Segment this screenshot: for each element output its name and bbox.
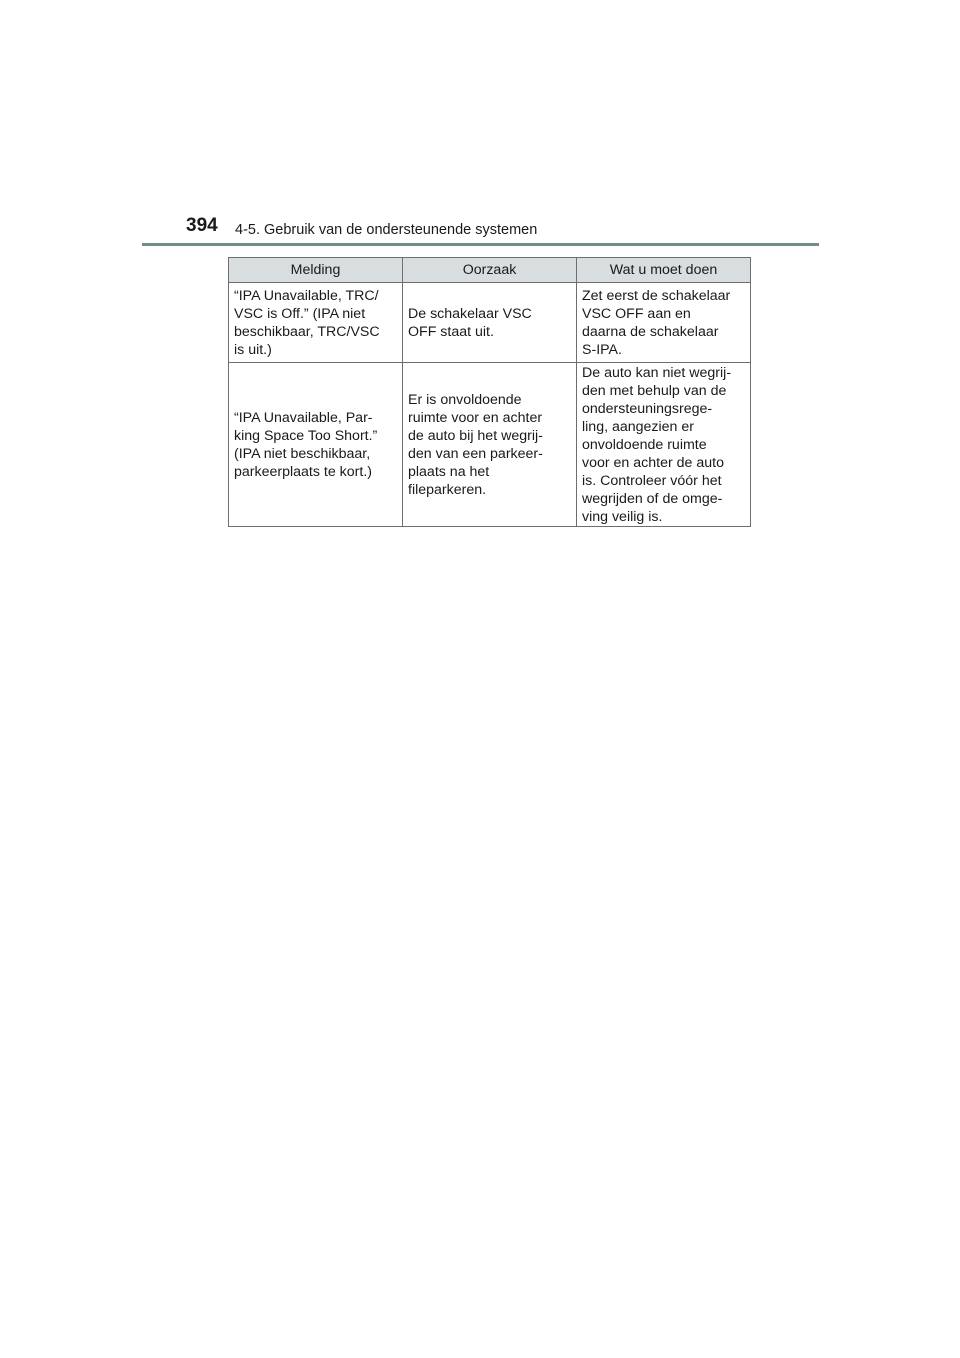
table-row — [229, 283, 751, 363]
table-header-row — [229, 258, 751, 283]
column-header-melding: Melding — [229, 258, 403, 283]
cell-action: Zet eerst de schakelaar VSC OFF aan en daarna de schakelaar S-IPA. — [577, 283, 751, 363]
cell-message: “IPA Unavailable, TRC/ VSC is Off.” (IPA niet beschikbaar, TRC/VSC is uit.) — [229, 283, 403, 363]
message-table — [228, 257, 751, 527]
cell-message: “IPA Unavailable, Par- king Space Too Short.” (IPA niet beschikbaar, parkeerplaats te kort.) — [229, 363, 403, 527]
column-header-oorzaak: Oorzaak — [403, 258, 577, 283]
section-title: 4-5. Gebruik van de ondersteunende systemen — [235, 222, 538, 238]
header-rule — [142, 243, 819, 246]
column-header-wat-u-moet-doen: Wat u moet doen — [577, 258, 751, 283]
table-row — [229, 363, 751, 527]
page-number: 394 — [186, 215, 218, 236]
cell-cause: De schakelaar VSC OFF staat uit. — [403, 283, 577, 363]
cell-action: De auto kan niet wegrij- den met behulp van de ondersteuningsrege- ling, aangezien er onvoldoende ruimte voor en achter de auto is. Controleer vóór het wegrijden of de omge- ving veilig is. — [577, 363, 751, 527]
cell-cause: Er is onvoldoende ruimte voor en achter de auto bij het wegrij- den van een parkeer- plaats na het fileparkeren. — [403, 363, 577, 527]
